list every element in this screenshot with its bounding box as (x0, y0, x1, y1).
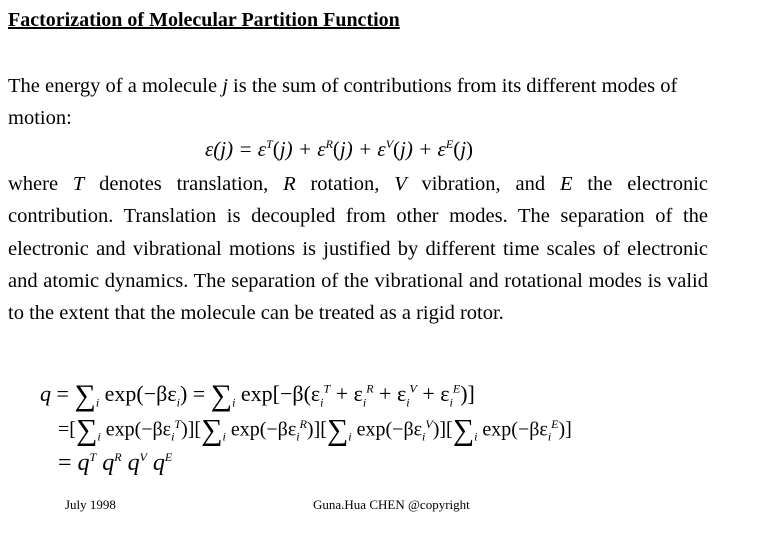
explanation-paragraph (8, 168, 708, 329)
equation-token: exp(−βε (351, 418, 423, 441)
text-segment: the electronic contribution. Translation is decoupled from other modes. The separation of the electronic and vibrational motions is justified by different time scales of electronic and atomic dynamics. The separation of the vibrational and rotational modes is valid to the extent that the molecule can be treated as a rigid rotor. (8, 173, 708, 325)
energy-equation (205, 137, 473, 162)
equation-token: ) (466, 137, 474, 161)
variable: T (72, 173, 85, 195)
equation-token: exp(−βε (225, 418, 297, 441)
equation-token: ) + ε (345, 137, 386, 161)
equation-token: ) = ε (226, 137, 267, 161)
equation-token: j (339, 137, 346, 161)
equation-token: q (77, 450, 90, 476)
text-segment: where (8, 173, 73, 195)
equation-token: ( (272, 137, 280, 161)
equation-token: ( (453, 137, 461, 161)
equation-token: i (296, 429, 300, 444)
text-segment: denotes translation, (84, 173, 284, 195)
equation-token: ( (393, 137, 401, 161)
equation-token: ∑ (210, 379, 233, 412)
intro-variable: j (222, 75, 228, 97)
equation-token: + ε (330, 381, 363, 406)
equation-token: ( (332, 137, 340, 161)
equation-token: V (385, 137, 394, 151)
equation-token: i (171, 429, 175, 444)
equation-token: R (325, 137, 333, 151)
equation-token: ) + ε (405, 137, 446, 161)
equation-token: ε( (205, 137, 221, 161)
equation-token: )][ (306, 418, 327, 441)
equation-token: )] (460, 381, 475, 406)
equation-token: i (222, 429, 226, 444)
equation-token: i (547, 429, 552, 444)
footer-date: July 1998 (65, 497, 116, 512)
equation-token: ) + ε (285, 137, 326, 161)
equation-token: E (551, 417, 559, 431)
equation-token: R (114, 450, 122, 464)
equation-token: E (445, 137, 454, 151)
equation-token: j (279, 137, 286, 161)
text-segment: rotation, (295, 173, 395, 195)
equation-token: )] (558, 418, 572, 441)
equation-token: V (425, 417, 433, 431)
intro-paragraph (8, 70, 708, 135)
equation-token: ∑ (452, 413, 475, 447)
equation-token: )][ (432, 418, 453, 441)
variable: R (283, 173, 296, 195)
equation-token: j (460, 137, 467, 161)
footer-author: Guna.Hua CHEN @copyright (313, 497, 470, 512)
equation-token: ∑ (326, 413, 349, 447)
equation-token: T (323, 381, 331, 396)
equation-token: i (422, 429, 426, 444)
equation-token: exp(−βε (99, 381, 177, 406)
equation-token: T (89, 450, 97, 464)
equation-token: R (299, 417, 307, 431)
equation-token: j (220, 137, 227, 161)
equation-token: =[ (58, 418, 76, 441)
equation-token: q (146, 450, 165, 476)
equation-token: q (40, 381, 51, 406)
equation-token: exp(−βε (477, 418, 548, 441)
equation-token: i (176, 395, 180, 410)
partition-equation-line-2 (58, 413, 572, 447)
equation-token: E (164, 450, 173, 464)
equation-token: i (97, 429, 101, 444)
equation-token: ∑ (75, 413, 98, 447)
equation-token: i (406, 395, 410, 410)
equation-token: ) = (179, 381, 211, 406)
equation-token: + ε (373, 381, 407, 406)
page-title: Factorization of Molecular Partition Function (8, 9, 400, 31)
equation-token: V (139, 450, 147, 464)
intro-text: The energy of a molecule (8, 75, 223, 97)
equation-token: j (400, 137, 406, 161)
equation-token: ∑ (74, 379, 96, 412)
equation-token: T (174, 417, 182, 431)
equation-token: q (121, 450, 140, 476)
text-segment: vibration, and (406, 173, 560, 195)
equation-token: i (449, 395, 453, 410)
equation-token: q (96, 450, 115, 476)
variable: E (559, 173, 573, 195)
equation-token: )][ (181, 418, 202, 441)
equation-token: E (452, 381, 461, 396)
equation-token: exp(−βε (100, 418, 172, 441)
equation-token: = (58, 450, 78, 476)
equation-token: i (95, 395, 100, 410)
equation-token: i (232, 395, 236, 410)
partition-equation-line-3 (58, 450, 172, 477)
equation-token: + ε (416, 381, 450, 406)
variable: V (394, 173, 407, 195)
equation-token: ∑ (201, 413, 223, 447)
intro-text-end: is the sum of contributions from its different modes of motion: (8, 75, 678, 130)
equation-token: = (51, 381, 75, 406)
equation-token: i (348, 429, 352, 444)
equation-token: R (366, 381, 374, 396)
equation-token: V (409, 381, 417, 396)
equation-token: i (474, 429, 478, 444)
equation-token: exp[−β(ε (235, 381, 321, 406)
partition-equation-line-1 (40, 381, 475, 410)
equation-token: T (266, 137, 273, 151)
equation-token: i (362, 395, 367, 410)
equation-token: i (320, 395, 324, 410)
